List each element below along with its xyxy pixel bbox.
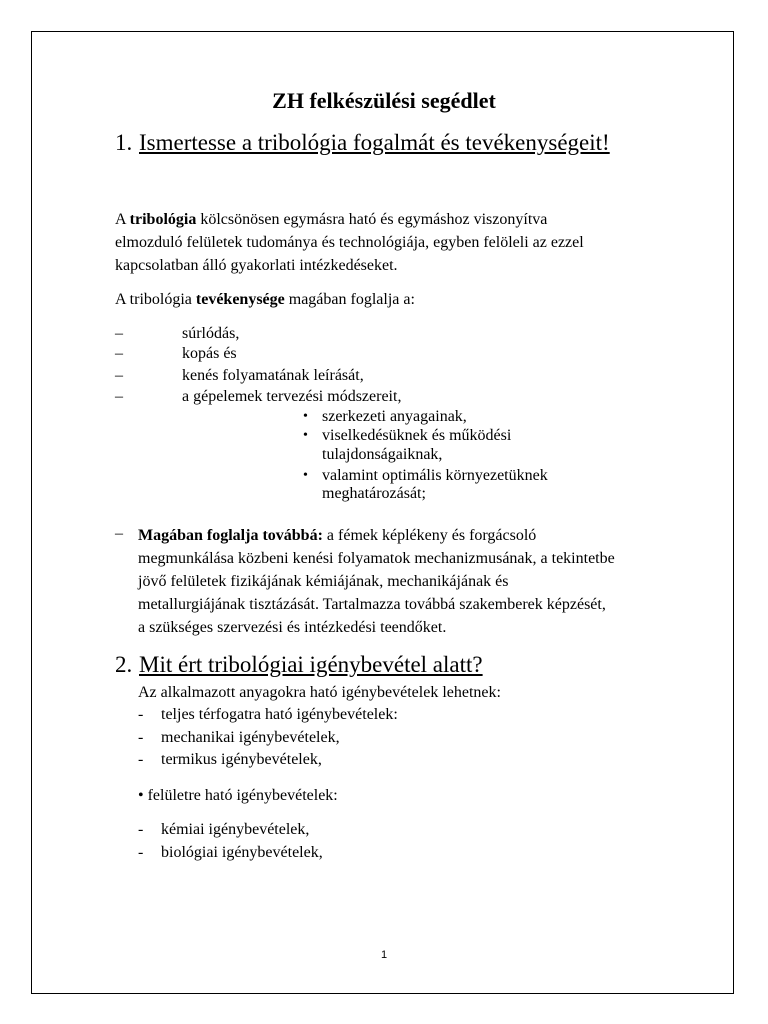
section-1-title: Ismertesse a tribológia fogalmát és tevékenységeit!: [139, 130, 610, 155]
dash-marker: –: [115, 345, 123, 362]
list-item: kenés folyamatának leírását,: [182, 367, 364, 384]
text-line: metallurgiájának tisztázását. Tartalmazza továbbá szakemberek képzését,: [138, 596, 606, 613]
dash-marker: –: [115, 525, 123, 542]
document-title: ZH felkészülési segédlet: [272, 88, 496, 113]
text: A tribológia: [115, 291, 196, 308]
dash-marker: -: [138, 751, 144, 768]
load-intro: Az alkalmazott anyagokra ható igénybevételek lehetnek:: [138, 684, 501, 701]
activity-intro: [115, 288, 415, 311]
text-line: megmunkálása közbeni kenési folyamatok mechanizmusának, a tekintetbe: [138, 550, 615, 567]
text: a fémek képlékeny és forgácsoló: [322, 527, 537, 544]
list-item: termikus igénybevételek,: [161, 751, 322, 768]
list-item: szerkezeti anyagainak,: [322, 408, 467, 425]
bold-term: Magában foglalja továbbá:: [138, 527, 323, 544]
section-2-heading: [115, 652, 715, 682]
bold-term: tevékenysége: [195, 291, 285, 308]
list-item: mechanikai igénybevételek,: [161, 729, 340, 746]
page-number: 1: [380, 949, 388, 961]
list-item: a gépelemek tervezési módszereit,: [182, 388, 402, 405]
list-item-continuation: meghatározását;: [322, 485, 426, 502]
list-item: biológiai igénybevételek,: [161, 844, 323, 861]
section-1-number: 1.: [115, 130, 133, 155]
bullet-marker: •: [303, 468, 308, 483]
dash-marker: -: [138, 844, 144, 861]
extended-scope: [138, 524, 615, 639]
dash-marker: –: [115, 367, 123, 384]
bold-term: tribológia: [129, 211, 197, 228]
list-item: kopás és: [182, 345, 237, 362]
bullet-marker: •: [303, 428, 308, 443]
text-line: elmozduló felületek tudománya és technológiája, egyben felöleli az ezzel: [115, 234, 584, 251]
list-item: valamint optimális környezetüknek: [322, 467, 548, 484]
list-item: teljes térfogatra ható igénybevételek:: [161, 706, 398, 723]
list-item-continuation: tulajdonságaiknak,: [322, 446, 443, 463]
tribology-definition: [115, 208, 584, 277]
text: magában foglalja a:: [284, 291, 415, 308]
page-border: [31, 31, 734, 994]
text-line: jövő felületek fizikájának kémiájának, mechanikájának és: [138, 573, 509, 590]
text: A: [115, 211, 130, 228]
dash-marker: -: [138, 821, 144, 838]
list-item: súrlódás,: [182, 325, 240, 342]
surface-load-heading: • felületre ható igénybevételek:: [138, 787, 338, 804]
dash-marker: -: [138, 729, 144, 746]
section-1-heading: [115, 130, 715, 160]
section-2-number: 2.: [115, 652, 133, 677]
dash-marker: –: [115, 388, 123, 405]
section-2-title: Mit ért tribológiai igénybevétel alatt?: [139, 652, 483, 677]
text-line: kapcsolatban álló gyakorlati intézkedéseket.: [115, 257, 398, 274]
list-item: kémiai igénybevételek,: [161, 821, 310, 838]
text-line: a szükséges szervezési és intézkedési teendőket.: [138, 619, 447, 636]
dash-marker: -: [138, 706, 144, 723]
list-item: viselkedésüknek és működési: [322, 427, 512, 444]
text: kölcsönösen egymásra ható és egymáshoz viszonyítva: [196, 211, 548, 228]
bullet-marker: •: [303, 409, 308, 424]
dash-marker: –: [115, 325, 123, 342]
